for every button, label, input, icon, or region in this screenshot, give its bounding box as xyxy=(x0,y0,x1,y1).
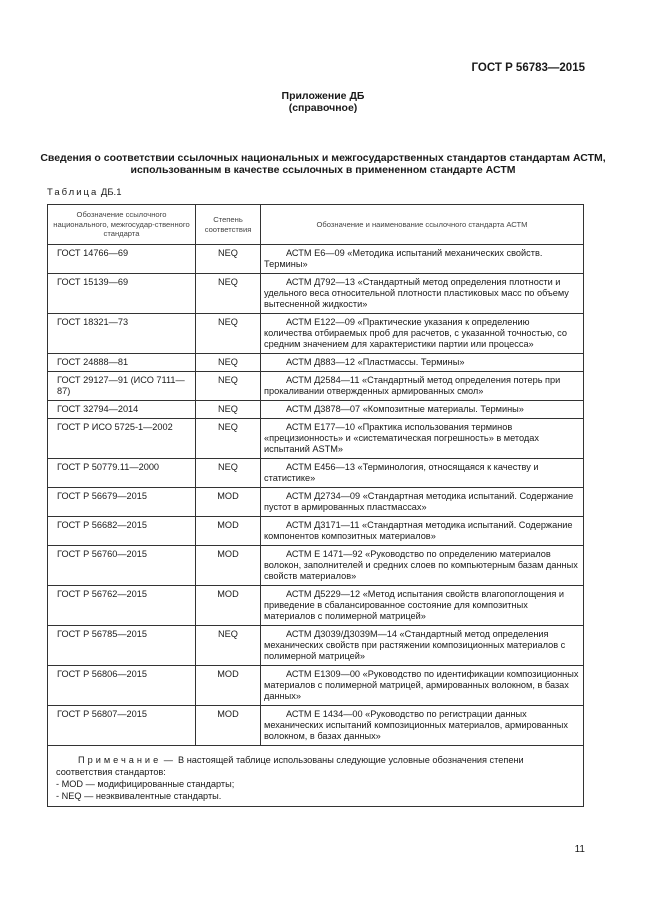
correspondence-table xyxy=(47,204,584,807)
national-standard-cell: ГОСТ 14766—69 xyxy=(48,245,196,274)
astm-standard-cell: АСТМ Д792—13 «Стандартный метод определения плотности и удельного веса относительной плотности пластиковых масс по объему вытесненной жидкости» xyxy=(261,274,584,314)
table-row xyxy=(48,372,584,401)
astm-standard-cell: АСТМ Д2734—09 «Стандартная методика испытаний. Содержание пустот в армированных пластмассах» xyxy=(261,488,584,517)
column-header-national-standard: Обозначение ссылочного национального, межгосудар-ственного стандарта xyxy=(48,205,196,245)
degree-cell: MOD xyxy=(196,488,261,517)
table-row xyxy=(48,401,584,419)
degree-cell: MOD xyxy=(196,517,261,546)
degree-cell: MOD xyxy=(196,666,261,706)
table-row xyxy=(48,274,584,314)
national-standard-cell: ГОСТ 24888—81 xyxy=(48,354,196,372)
document-code: ГОСТ Р 56783—2015 xyxy=(471,62,585,74)
table-row xyxy=(48,546,584,586)
table-row xyxy=(48,517,584,546)
national-standard-cell: ГОСТ Р 56682—2015 xyxy=(48,517,196,546)
degree-cell: NEQ xyxy=(196,354,261,372)
column-header-degree: Степень соответствия xyxy=(196,205,261,245)
note-paragraph xyxy=(56,754,577,778)
table-row xyxy=(48,488,584,517)
note-item-mod: - MOD — модифицированные стандарты; xyxy=(56,779,235,789)
national-standard-cell: ГОСТ Р 56762—2015 xyxy=(48,586,196,626)
degree-cell: NEQ xyxy=(196,459,261,488)
table-caption-number: ДБ.1 xyxy=(100,187,122,198)
national-standard-cell: ГОСТ 18321—73 xyxy=(48,314,196,354)
note-dash: — xyxy=(163,755,173,765)
astm-standard-cell: АСТМ Е6—09 «Методика испытаний механических свойств. Термины» xyxy=(261,245,584,274)
appendix-block xyxy=(0,90,646,114)
astm-standard-cell: АСТМ Е 1434—00 «Руководство по регистрации данных механических испытаний композиционных материалов, армированных волокном, в базах данных» xyxy=(261,706,584,746)
degree-cell: NEQ xyxy=(196,372,261,401)
table-row xyxy=(48,354,584,372)
page-number: 11 xyxy=(574,844,585,855)
table-row xyxy=(48,706,584,746)
astm-standard-cell: АСТМ Д2584—11 «Стандартный метод определения потерь при прокаливании отвержденных армированных смол» xyxy=(261,372,584,401)
national-standard-cell: ГОСТ 15139—69 xyxy=(48,274,196,314)
appendix-title: Приложение ДБ xyxy=(281,90,365,102)
degree-cell: NEQ xyxy=(196,314,261,354)
astm-standard-cell: АСТМ Д883—12 «Пластмассы. Термины» xyxy=(261,354,584,372)
table-row xyxy=(48,314,584,354)
astm-standard-cell: АСТМ Д3878—07 «Композитные материалы. Термины» xyxy=(261,401,584,419)
national-standard-cell: ГОСТ Р ИСО 5725-1—2002 xyxy=(48,419,196,459)
astm-standard-cell: АСТМ Е122—09 «Практические указания к определению количества отбираемых проб для расчетов, с указанной точностью, со средним значением для характеристики партии или процесса» xyxy=(261,314,584,354)
degree-cell: NEQ xyxy=(196,274,261,314)
table-row xyxy=(48,459,584,488)
appendix-subtitle: (справочное) xyxy=(288,102,358,114)
table-note-row xyxy=(48,746,584,807)
national-standard-cell: ГОСТ Р 56806—2015 xyxy=(48,666,196,706)
degree-cell: NEQ xyxy=(196,626,261,666)
national-standard-cell: ГОСТ Р 50779.11—2000 xyxy=(48,459,196,488)
column-header-astm-standard: Обозначение и наименование ссылочного стандарта АСТМ xyxy=(261,205,584,245)
national-standard-cell: ГОСТ Р 56785—2015 xyxy=(48,626,196,666)
astm-standard-cell: АСТМ Е 1471—92 «Руководство по определению материалов волокон, заполнителей и средних слоев по компьютерным базам данных свойств материалов» xyxy=(261,546,584,586)
degree-cell: NEQ xyxy=(196,245,261,274)
table-body xyxy=(48,245,584,746)
national-standard-cell: ГОСТ Р 56679—2015 xyxy=(48,488,196,517)
astm-standard-cell: АСТМ Е177—10 «Практика использования терминов «прецизионность» и «систематическая погрешность» в методах испытаний ASTM» xyxy=(261,419,584,459)
national-standard-cell: ГОСТ Р 56760—2015 xyxy=(48,546,196,586)
national-standard-cell: ГОСТ 29127—91 (ИСО 7111—87) xyxy=(48,372,196,401)
national-standard-cell: ГОСТ Р 56807—2015 xyxy=(48,706,196,746)
table-row xyxy=(48,626,584,666)
section-heading: Сведения о соответствии ссылочных национальных и межгосударственных стандартов стандартам АСТМ, использованным в качестве ссылочных в примененном стандарте АСТМ xyxy=(40,152,606,176)
degree-cell: NEQ xyxy=(196,401,261,419)
astm-standard-cell: АСТМ Е1309—00 «Руководство по идентификации композиционных материалов с полимерной матрицей, армированных волокном, в базах данных» xyxy=(261,666,584,706)
note-text: В настоящей таблице использованы следующие условные обозначения степени соответствия стандартов: xyxy=(56,755,524,777)
astm-standard-cell: АСТМ Д3171—11 «Стандартная методика испытаний. Содержание компонентов композитных материалов» xyxy=(261,517,584,546)
note-label: Примечание xyxy=(78,755,162,765)
table-note xyxy=(48,746,584,807)
table-caption-word: Таблица xyxy=(47,187,99,198)
astm-standard-cell: АСТМ Д5229—12 «Метод испытания свойств влагопоглощения и приведение в сбалансированное состояние для композитных материалов с полимерной матрицей» xyxy=(261,586,584,626)
degree-cell: NEQ xyxy=(196,419,261,459)
table-row xyxy=(48,586,584,626)
table-header-row xyxy=(48,205,584,245)
degree-cell: MOD xyxy=(196,706,261,746)
table-row xyxy=(48,666,584,706)
note-item-neq: - NEQ — неэквивалентные стандарты. xyxy=(56,791,222,801)
degree-cell: MOD xyxy=(196,586,261,626)
degree-cell: MOD xyxy=(196,546,261,586)
astm-standard-cell: АСТМ Д3039/Д3039М—14 «Стандартный метод определения механических свойств при растяжении композиционных материалов с полимерной матрицей» xyxy=(261,626,584,666)
table-row xyxy=(48,419,584,459)
national-standard-cell: ГОСТ 32794—2014 xyxy=(48,401,196,419)
table-row xyxy=(48,245,584,274)
table-caption xyxy=(47,187,121,198)
astm-standard-cell: АСТМ Е456—13 «Терминология, относящаяся к качеству и статистике» xyxy=(261,459,584,488)
